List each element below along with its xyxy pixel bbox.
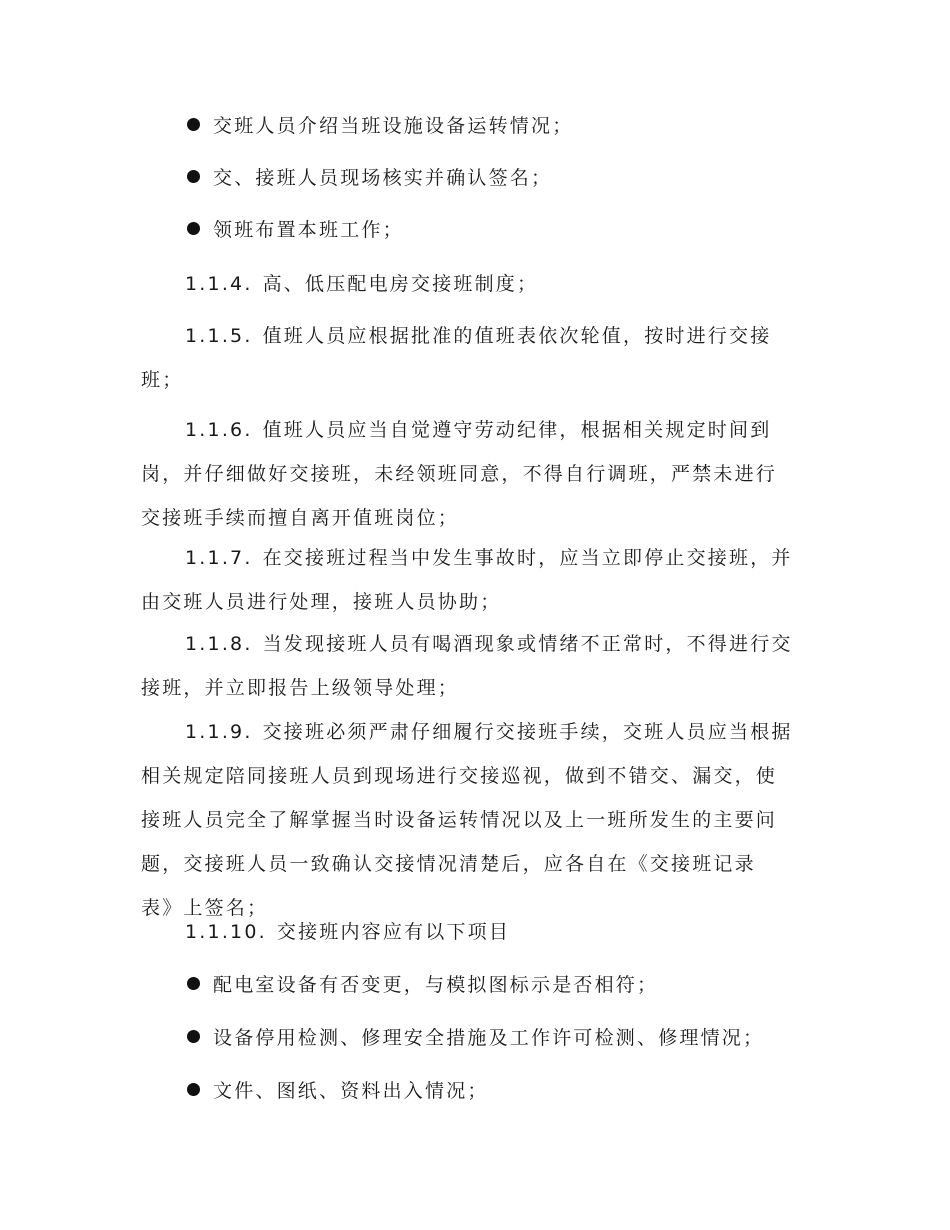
bullet-text: 文件、图纸、资料出入情况；	[213, 1080, 489, 1102]
bullet-dot-icon	[187, 1083, 200, 1096]
bullet-text: 配电室设备有否变更，与模拟图标示是否相符；	[213, 974, 659, 996]
bullet-text: 交、接班人员现场核实并确认签名；	[213, 167, 553, 189]
clause-1-1-6	[141, 408, 809, 540]
clause-number: 1.1.10.	[185, 921, 267, 943]
bullet-item	[187, 208, 807, 252]
clause-text: 表》上签名；	[141, 897, 269, 919]
clause-number: 1.1.4.	[185, 273, 253, 295]
bullet-dot-icon	[187, 222, 200, 235]
clause-1-1-10	[141, 910, 809, 954]
clause-1-1-4	[141, 262, 809, 306]
bullet-dot-icon	[187, 170, 200, 183]
clause-number: 1.1.7.	[185, 547, 253, 569]
clause-text: 当发现接班人员有喝酒现象或情绪不正常时，不得进行交	[262, 633, 793, 655]
clause-text: 交接班手续而擅自离开值班岗位；	[141, 507, 460, 529]
clause-1-1-9	[141, 710, 809, 930]
bullet-text: 设备停用检测、修理安全措施及工作许可检测、修理情况；	[213, 1027, 765, 1049]
bullet-dot-icon	[187, 977, 200, 990]
bullet-item	[187, 156, 807, 200]
clause-text: 交接班内容应有以下项目	[276, 921, 511, 943]
bullet-item	[187, 963, 807, 1007]
clause-text: 由交班人员进行处理，接班人员协助；	[141, 591, 502, 613]
bullet-item	[187, 1069, 807, 1113]
clause-number: 1.1.5.	[185, 325, 253, 347]
clause-text: 班；	[141, 369, 184, 391]
clause-text: 交接班必须严肃仔细履行交接班手续，交班人员应当根据	[262, 721, 793, 743]
clause-text: 接班人员完全了解掌握当时设备运转情况以及上一班所发生的主要问	[141, 809, 778, 831]
clause-1-1-8	[141, 622, 809, 710]
clause-text: 在交接班过程当中发生事故时，应当立即停止交接班，并	[262, 547, 793, 569]
clause-text: 岗，并仔细做好交接班，未经领班同意，不得自行调班，严禁未进行	[141, 463, 778, 485]
bullet-text: 交班人员介绍当班设施设备运转情况；	[213, 115, 574, 137]
bullet-dot-icon	[187, 118, 200, 131]
clause-1-1-7	[141, 536, 809, 624]
clause-number: 1.1.9.	[185, 721, 253, 743]
clause-number: 1.1.6.	[185, 419, 253, 441]
clause-text: 高、低压配电房交接班制度；	[262, 273, 539, 295]
clause-text: 相关规定陪同接班人员到现场进行交接巡视，做到不错交、漏交，使	[141, 765, 778, 787]
clause-text: 题，交接班人员一致确认交接情况清楚后，应各自在《交接班记录	[141, 853, 756, 875]
bullet-item	[187, 104, 807, 148]
clause-1-1-5	[141, 314, 809, 402]
clause-text: 值班人员应根据批准的值班表依次轮值，按时进行交接	[262, 325, 772, 347]
clause-number: 1.1.8.	[185, 633, 253, 655]
bullet-dot-icon	[187, 1030, 200, 1043]
clause-text: 接班，并立即报告上级领导处理；	[141, 677, 460, 699]
bullet-text: 领班布置本班工作；	[213, 219, 404, 241]
clause-text: 值班人员应当自觉遵守劳动纪律，根据相关规定时间到	[262, 419, 772, 441]
bullet-item	[187, 1016, 807, 1060]
